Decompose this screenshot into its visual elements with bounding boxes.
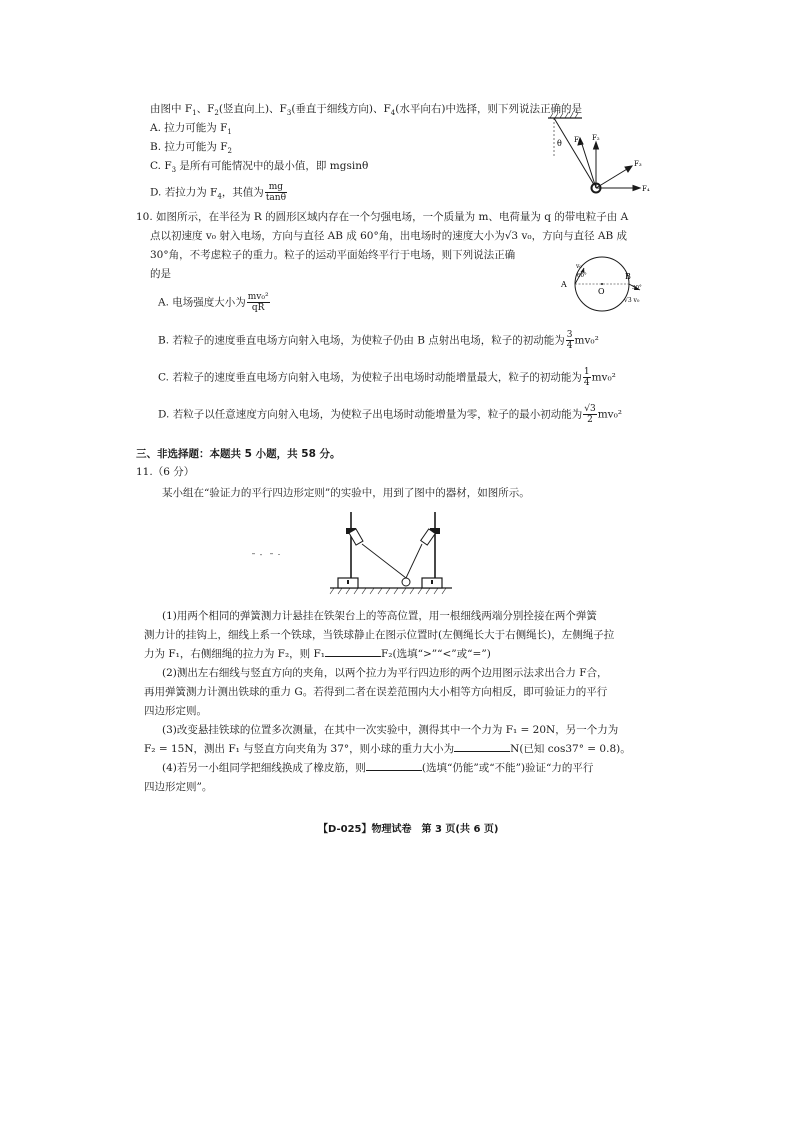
q10-option-c [158,367,616,388]
scan-specks [252,553,280,555]
q9-stem: 由图中 $F_1$、$F_2$(竖直向上)、$F_3$(垂直于细线方向)、$F_4$(水平向右)中选择，则下列说法正确的是 [150,103,582,118]
q9-option-c: C. $F_3$ 是所有可能情况中的最小值，即 mgsinθ [150,160,369,175]
frac-den: 4 [566,341,573,351]
q11-part1-line3a: 力为 F₁，右侧细绳的拉力为 F₂，则 F₁ [144,648,325,660]
q10-option-d-ek: mv₀² [597,408,622,421]
frac-den: 2 [587,415,593,425]
q11-intro: 某小组在“验证力的平行四边形定则”的实验中，用到了图中的器材，如图所示。 [162,487,530,499]
label-sqrt3-v0: √3 v₀ [624,297,640,304]
frac-den: qR [251,303,265,313]
arrow-f1 [580,138,596,188]
q9-option-c-text: C. F [150,160,172,172]
label-f2: F₂ [592,134,600,142]
q11-part2-line2: 再用弹簧测力计测出铁球的重力 G。若得到二者在误差范围内大小相等方向相反，即可验证力的平行 [144,686,608,698]
right-string [406,544,422,578]
q10-option-d-text: D. 若粒子以任意速度方向射入电场，为使粒子出电场时动能增量为零，粒子的最小初动能为 [158,408,583,421]
q10-option-d-fraction [583,404,596,425]
q9-stem-c: (竖直向上)、F [218,103,287,115]
ceiling-hatch [550,113,578,118]
frac-num: mv₀² [247,292,269,302]
label-f1: F₁ [574,136,582,144]
label-f4: F₄ [642,185,650,193]
q11-part1-line3b: F₂(选填“>”“<”或“=”) [381,648,491,660]
q10-field-diagram [552,256,652,318]
frac-num: mg [265,182,287,193]
q11-part4-line1a: (4)若另一小组同学把细线换成了橡皮筋，则 [162,762,366,774]
q9-stem-a: 由图中 F [150,103,193,115]
q11-part4-line2: 四边形定则”。 [144,781,213,793]
q11-part3-line2b: N(已知 cos37° = 0.8)。 [510,743,631,755]
q11-part3-line2 [144,741,631,757]
center-o [601,283,603,285]
q10-option-b-ek: mv₀² [574,334,599,347]
q10-option-b-fraction [566,330,574,351]
q11-answer-blank-4[interactable] [366,760,422,771]
q9-option-d-text: D. 若拉力为 F [150,186,218,199]
q11-number: 11.（6 分） [136,466,195,478]
q11-answer-blank-1[interactable] [325,646,381,657]
left-string [362,544,406,578]
q11-part3-line1: (3)改变悬挂铁球的位置多次测量，在其中一次实验中，测得其中一个力为 F₁ = 20N，另一个力为 [162,724,619,736]
q11-apparatus-figure [250,508,510,600]
page-footer: 【D-025】物理试卷 第 3 页(共 6 页) [318,824,499,835]
q10-option-c-fraction [583,367,591,388]
q9-stem-d: (垂直于细线方向)、F [291,103,391,115]
frac-den: tanθ [265,193,287,203]
q9-option-c-text2: 是所有可能情况中的最小值，即 mgsinθ [176,160,369,172]
arrowhead-f3 [625,166,632,172]
q11-part1-line3 [144,646,491,662]
label-f3: F₃ [634,160,642,168]
arrowhead-f2 [594,142,599,149]
label-o: O [598,287,605,296]
q9-option-b-text: B. 拉力可能为 F [150,141,228,153]
q10-option-c-ek: mv₀² [591,371,616,384]
q10-option-a [158,292,271,313]
table-hatch [330,588,446,594]
q9-option-d-fraction [265,182,287,203]
q10-option-a-fraction [247,292,270,313]
q9-stem-b: 、F [196,103,215,115]
frac-den: 4 [583,378,590,388]
q9-stem-e: (水平向右)中选择，则下列说法正确的是 [395,103,582,115]
q9-option-d-text2: ，其值为 [221,186,264,199]
q9-option-a: A. 拉力可能为 $F_1$ [150,122,232,137]
q9-option-a-text: A. 拉力可能为 F [150,122,228,134]
frac-num: √3 [584,404,596,414]
q11-part3-line2a: F₂ = 15N，测出 F₁ 与竖直方向夹角为 37°，则小球的重力大小为 [144,743,455,755]
string-line [554,118,596,188]
arrowhead-f4 [633,186,640,191]
q11-part4-line1 [162,760,593,776]
q11-part2-line1: (2)测出左右细线与竖直方向的夹角，以两个拉力为平行四边形的两个边用图示法求出合力 F合， [162,667,608,679]
q11-part4-line1b: (选填“仍能”或“不能”)验证“力的平行 [421,762,594,774]
q11-part2-line3: 四边形定则。 [144,705,207,717]
label-b: B [625,272,631,281]
frac-num: 1 [583,367,590,377]
label-a: A [561,280,567,289]
q11-part1-line2: 测力计的挂钩上，细线上系一个铁球，当铁球静止在图示位置时(左侧绳长大于右侧绳长)，左侧绳子拉 [144,629,615,641]
q10-stem-line1: 10. 如图所示，在半径为 R 的圆形区域内存在一个匀强电场，一个质量为 m、电荷量为 q 的带电粒子由 A [136,211,629,223]
label-60deg: 60° [577,273,587,279]
label-theta: θ [557,139,562,148]
q10-option-c-text: C. 若粒子的速度垂直电场方向射入电场，为使粒子出电场时动能增量最大，粒子的初动能为 [158,371,582,384]
q10-option-b-text: B. 若粒子的速度垂直电场方向射入电场，为使粒子仍由 B 点射出电场，粒子的初动能为 [158,334,565,347]
q10-stem-line4: 的是 [150,268,171,280]
q11-answer-blank-3[interactable] [454,741,510,752]
q10-stem-line2: 点以初速度 v₀ 射入电场，方向与直径 AB 成 60°角，出电场时的速度大小为√3 v₀，方向与直径 AB 成 [150,230,628,242]
q9-option-d: D. 若拉力为 $F_4$，其值为 $\frac{mg}{\tan\theta}$ [150,182,287,203]
label-v0: v₀ [576,263,582,270]
q9-option-b: B. 拉力可能为 $F_2$ [150,141,232,156]
q10-option-b [158,330,599,351]
section-3-title: 三、非选择题：本题共 5 小题，共 58 分。 [136,448,341,460]
q10-option-d [158,404,622,425]
q9-force-diagram [540,112,660,202]
frac-num: 3 [566,330,573,340]
q11-part1-line1: (1)用两个相同的弹簧测力计悬挂在铁架台上的等高位置，用一根细线两端分别拴接在两个弹簧 [162,610,597,622]
iron-ball [402,578,410,586]
label-30deg: 30° [632,285,642,291]
q10-option-a-text: A. 电场强度大小为 [158,296,246,309]
q10-stem-line3: 30°角，不考虑粒子的重力。粒子的运动平面始终平行于电场，则下列说法正确 [150,249,516,261]
